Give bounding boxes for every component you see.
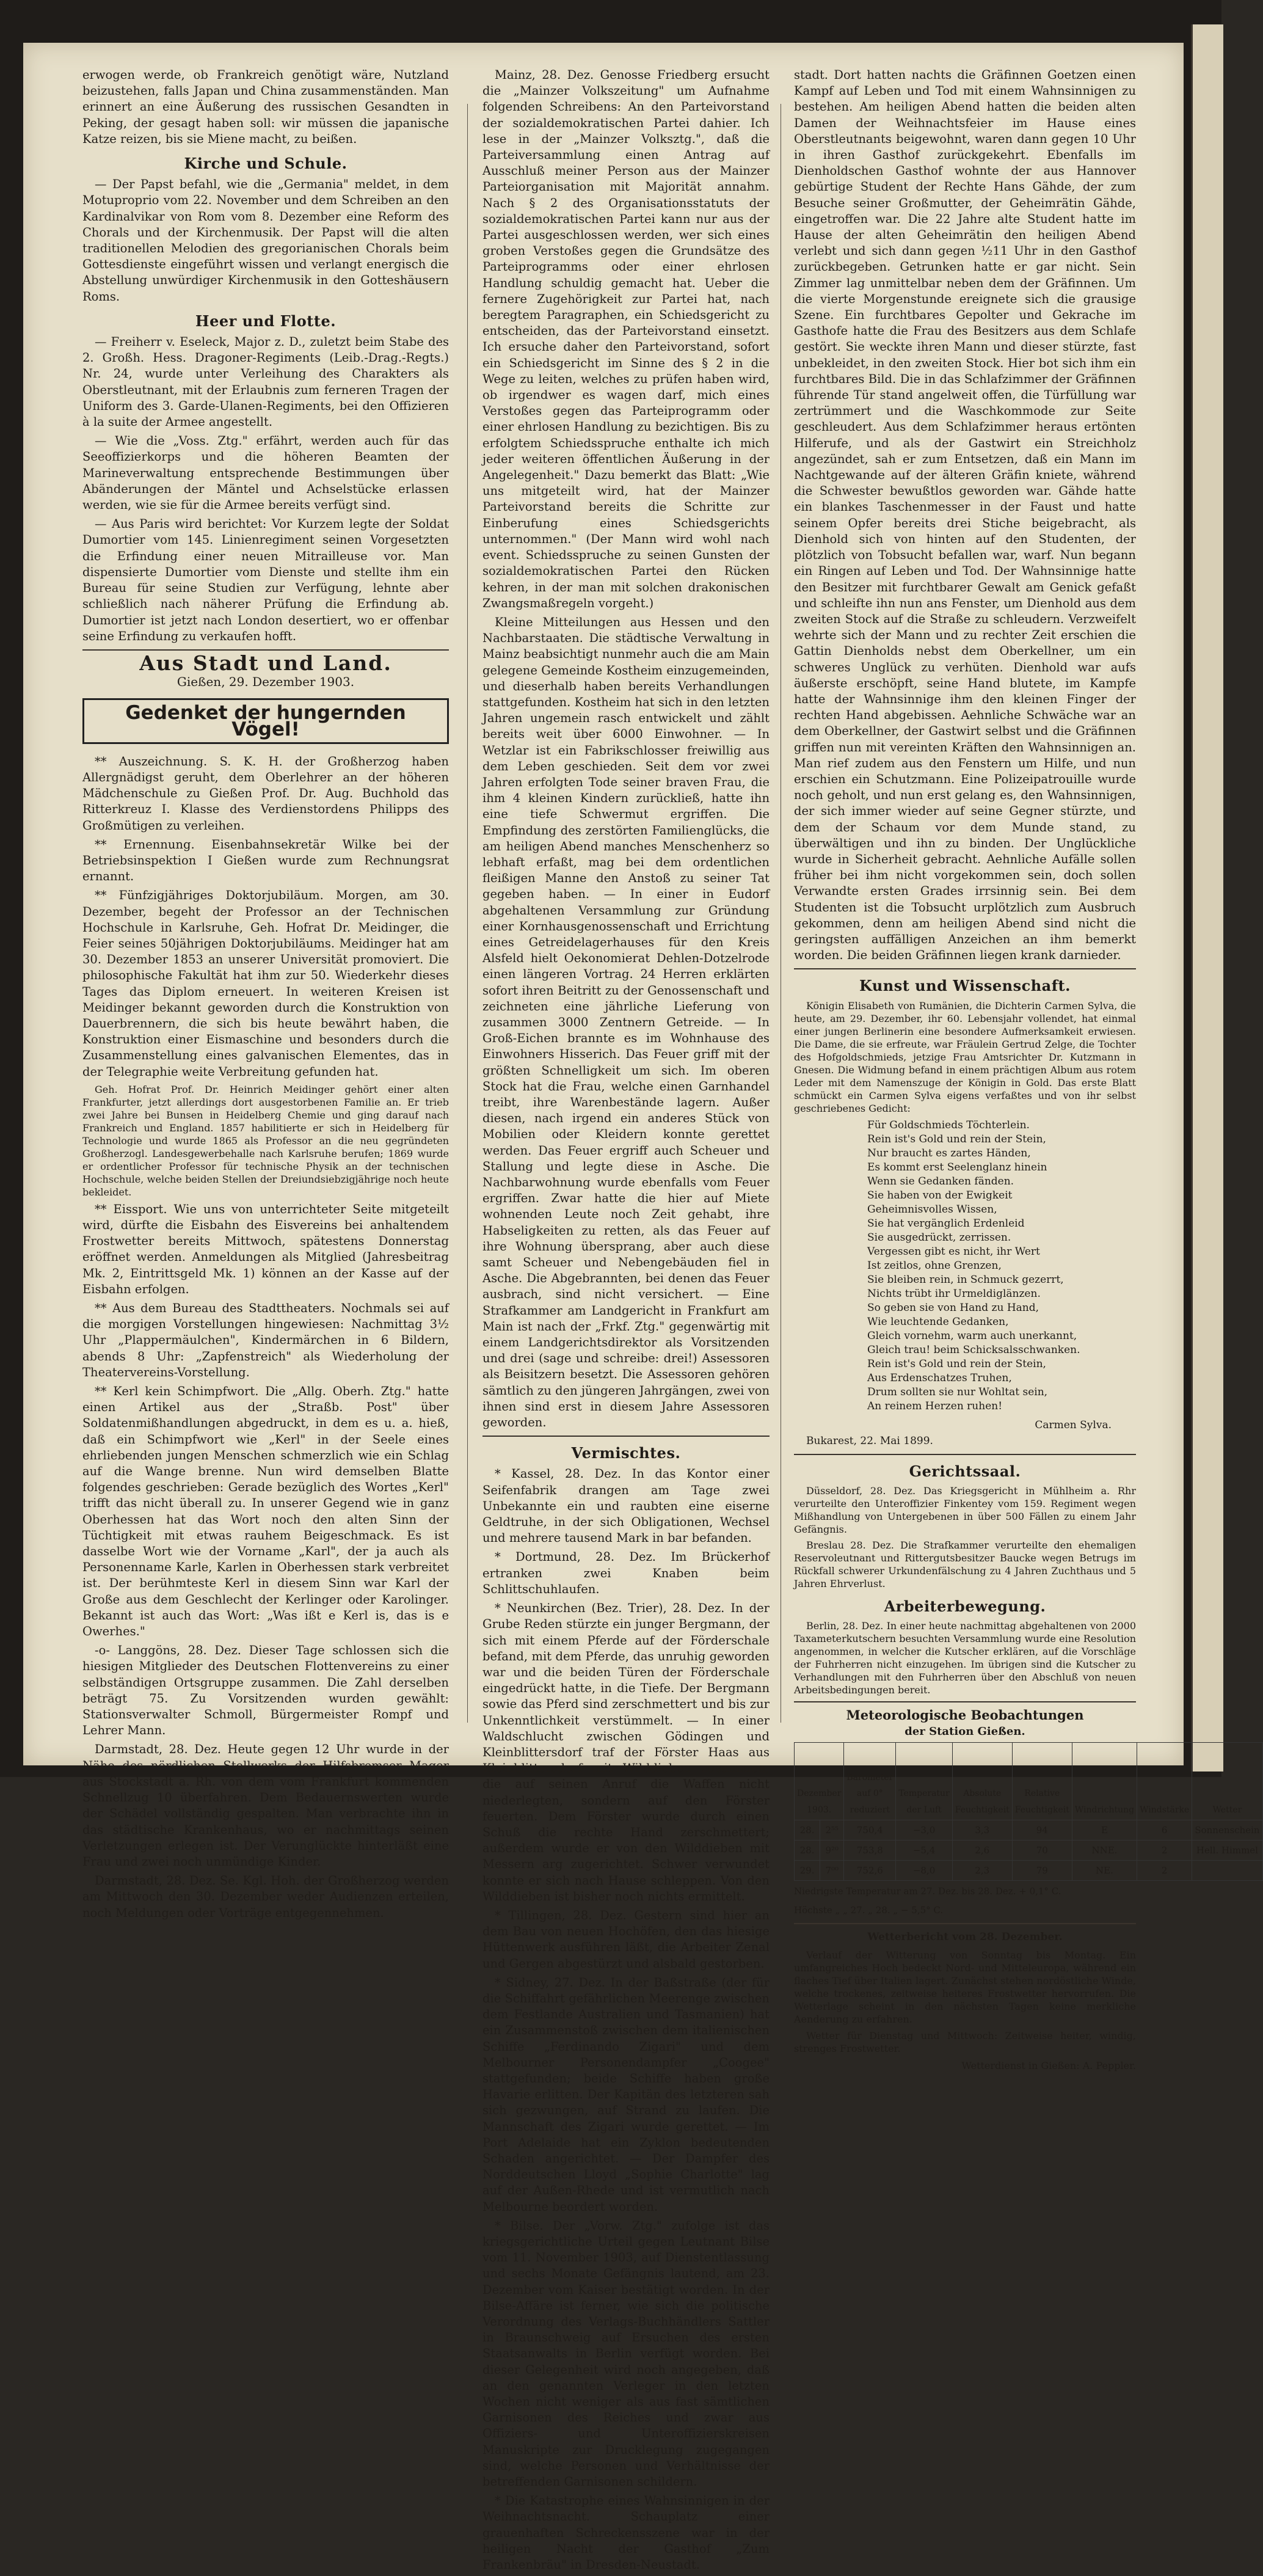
boxed-notice: Gedenket der hungernden Vögel! [82,698,449,743]
cell: 9²⁰ [820,1841,844,1861]
cell: 94 [1012,1820,1072,1840]
article-text: — Wie die „Voss. Ztg." erfährt, werden auch für das Seeoffizierkorps und die höheren Beamten der Marineverwaltung entsprechende Bestimmungen über Abänderungen der Mäntel und Achselstücke erlassen werden, wie sie für die Armee bereits verfügt sind. [82,434,449,513]
poem-line: Sie hat vergänglich Erdenleid [867,1217,1025,1230]
cell: 28. [795,1841,820,1861]
meteo-header: Dezember 1903. [795,1742,844,1820]
article-text: — Aus Paris wird berichtet: Vor Kurzem legte der Soldat Dumortier vom 145. Linienregiment seinen Vorgesetzten die Erfindung einer neuen Mitrailleuse vor. Man dispensierte Dumortier vom Dienste und stellte ihm ein Bureau für seine Studien zur Verfügung, lehnte aber schließlich nach näherer Prüfung die Erfindung ab. Dumortier ist jetzt nach London desertiert, wo er offenbar seine Erfindung zu verkaufen hofft. [82,517,449,643]
news-item: ** Eissport. Wie uns von unterrichteter Seite mitgeteilt wird, dürfte die Eisbahn des Eisvereins bei anhaltendem Frostwetter bereits Mittwoch, spätestens Donnerstag eröffnet werden. Anmeldungen als Mitglied (Jahresbeitrag Mk. 2, Eintrittsgeld Mk. 1) können an der Kasse auf der Eisbahn erfolgen. [82,1202,449,1296]
news-item: ** Aus dem Bureau des Stadttheaters. Nochmals sei auf die morgigen Vorstellungen hingewiesen: Nachmittag 3½ Uhr „Plappermäulchen", Kindermärchen in 6 Bildern, abends 8 Uhr: „Zapfenstreich" als Wiederholung der Theatervereins-Vorstellung. [82,1301,449,1379]
cell: 6 [1137,1820,1192,1840]
article-text: Königin Elisabeth von Rumänien, die Dichterin Carmen Sylva, die heute, am 29. Dezember, ihr 60. Lebensjahr vollendet, hat einmal einer jungen Berlinerin eine besondere Aufmerksamkeit erwiesen. Die Dame, die sie erfreute, war Fräulein Gertrud Zelge, die Tochter des Hofgoldschmieds, jetzige Frau Amtsrichter Dr. Kutzmann in Gnesen. Die Widmung befand in einem prächtigen Album aus rotem Leder mit dem Namenszuge der Königin in Gold. Das erste Blatt schmückt ein Carmen Sylva eigens verfaßtes und von ihr selbst geschriebenes Gedicht: [794,999,1136,1114]
poem-line: Sie bleiben rein, in Schmuck gezerrt, [867,1273,1064,1286]
cell: E [1072,1820,1137,1840]
cell: 750,4 [844,1820,896,1840]
news-item: ** Fünfzigjähriges Doktorjubiläum. Morgen, am 30. Dezember, begeht der Professor an der Technischen Hochschule in Karlsruhe, Geh. Hofrat Dr. Meidinger, die Feier seines 50jährigen Doktorjubiläums. Meidinger hat am 30. Dezember 1853 an unserer Universität promoviert. Die philosophische Fakultät hat ihm zur 50. Wiederkehr dieses Tages das Diplom erneuert. In weiteren Kreisen ist Meidinger bekannt geworden durch die Konstruktion von Dauerbrennern, die sich bis heute bewährt haben, die Konstruktion einer Eismaschine und besonders durch die Zusammenstellung eines galvanischen Elementes, das in der Telegraphie weite Verbreitung gefunden hat. [82,888,449,1079]
meteo-header: Relative Feuchtigkeit [1012,1742,1072,1820]
cell: 3,3 [952,1820,1012,1840]
news-item: Darmstadt, 28. Dez. Se. Kgl. Hoh. der Großherzog werden am Mittwoch den 30. Dezember weder Audienzen erteilen, noch Meldungen oder Vorträge entgegennehmen. [82,1874,449,1920]
weather-signoff: Wetterdienst in Gießen: A. Peppler. [961,2060,1136,2072]
news-item: Düsseldorf, 28. Dez. Das Kriegsgericht in Mühlheim a. Rhr verurteilte den Unteroffizier Finkentey vom 159. Regiment wegen Mißhandlung von Untergebenen in über 500 Fällen zu einem Jahr Gefängnis. [794,1485,1136,1536]
poem-line: Vergessen gibt es nicht, ihr Wert [867,1245,1040,1258]
news-item: * Bilse. Der „Vorw. Ztg." zufolge ist das kriegsgerichtliche Urteil gegen Leutnant Bilse vom 11. November 1903, auf Dienstentlassung und sechs Monate Gefängnis lautend, am 23. Dezember vom Kaiser bestätigt worden. In der Bilse-Affäre ist ferner, wie sich die politische Verordnung des Verlags-Buchhändlers Sattler in Braunschweig auf Ersuchen des ersten Staatsanwalts in Berlin verfügt worden. Bei dieser Gelegenheit wird noch angegeben, daß an den genannten Verleger in den letzten Wochen nicht weniger als aus fast sämtlichen Garnisonen des Reiches und zwar aus Offiziers- und Unteroffizierskreisen Manuskripte zur Drucklegung zugegangen sind, welche Personen und Verhältnisse der betreffenden Garnisonen schildern. [482,2218,770,2489]
news-item: ** Ernennung. Eisenbahnsekretär Wilke bei der Betriebsinspektion I Gießen wurde zum Rechnungsrat ernannt. [82,837,449,884]
divider [794,1923,1136,1924]
divider [794,1701,1136,1702]
poem-title: Für Goldschmieds Töchterlein. [867,1118,1030,1131]
cell: 29. [795,1861,820,1881]
news-item: * Sidney, 27. Dez. In der Baßstraße (der für die Schiffahrt gefährlichen Meerenge zwischen dem Festlande Australien und Tasmanien) hat ein Zusammenstoß zwischen dem italienischen Schiffe „Ferdinando Zigari" und dem Melbourner Personendampfer „Coogee" stattgefunden; beide Schiffe haben große Havarie erlitten. Der Kapitän des letzteren sah sich gezwungen, auf Strand zu laufen. Die Mannschaft des Zigari wurde gerettet. — Im Port Adelaide hat ein Zyklon bedeutenden Schaden angerichtet. — Der Dampfer des Norddeutschen Lloyd „Sophie Charlotte" lag auf der Außen-Rhede und ist vermutlich nach Melbourne beordert worden. [482,1975,770,2214]
divider [794,1454,1136,1455]
next-page-edge [1191,24,1223,1771]
cell: 753,8 [844,1841,896,1861]
news-item: -o- Langgöns, 28. Dez. Dieser Tage schlossen sich die hiesigen Mitglieder des Deutschen Flottenvereins zu einer selbständigen Ortsgruppe zusammen. Die Zahl derselben beträgt 75. Zu Vorsitzenden wurden gewählt: Stationsverwalter Schmoll, Bürgermeister Rompf und Lehrer Mann. [82,1643,449,1738]
cell: 70 [1012,1841,1072,1861]
poem-line: Gleich trau! beim Schicksalsschwanken. [867,1343,1080,1356]
cell: 2,6 [952,1841,1012,1861]
news-item: ** Auszeichnung. S. K. H. der Großherzog haben Allergnädigst geruht, dem Oberlehrer an der höheren Mädchenschule zu Gießen Prof. Dr. Aug. Buchhold das Ritterkreuz I. Klasse des Verdienstordens Philipps des Großmütigen zu verleihen. [82,754,449,833]
meteo-table [794,1742,1263,1881]
news-note: Geh. Hofrat Prof. Dr. Heinrich Meidinger gehört einer alten Frankfurter, jetzt allerdings dort ausgestorbenen Familie an. Er trieb zwei Jahre bei Bunsen in Heidelberg Chemie und ging darauf nach Frankreich und England. 1857 habilitierte er sich in Heidelberg für Technologie und wurde 1865 als Professor an die neu gegründeten Großherzogl. Landesgewerbehalle nach Karlsruhe berufen; 1869 wurde er ordentlicher Professor für technische Physik an der technischen Hochschule, welche beiden Stellen der Dreiundsiebzigjährige noch heute bekleidet. [82,1083,449,1198]
article-continuation: stadt. Dort hatten nachts die Gräfinnen Goetzen einen Kampf auf Leben und Tod mit einem Wahnsinnigen zu bestehen. Am heiligen Abend hatten die beiden alten Damen der Weihnachtsfeier im Hause eines Oberstleutnants beigewohnt, waren dann gegen 10 Uhr in ihren Gasthof zurückgekehrt. Ebenfalls im Dienholdschen Gasthof wohnte der aus Hannover gebürtige Student der Rechte Hans Gähde, der zum Besuche seiner Großmutter, der Geheimrätin Gähde, eingetroffen war. Die 22 Jahre alte Student hatte im Hause der alten Geheimrätin den heiligen Abend verlebt und sich dann gegen ½11 Uhr in den Gasthof zurückbegeben. Getrunken hatte er gar nicht. Sein Zimmer lag unmittelbar neben dem der Gräfinnen. Um die vierte Morgenstunde ereignete sich die grausige Szene. Ein furchtbares Gepolter und Gekrache im Gasthofe hatte die Frau des Besitzers aus dem Schlafe gestört. Sie weckte ihren Mann und dieser stürzte, fast unbekleidet, in den zweiten Stock. Hier bot sich ihm ein furchtbares Bild. Die in das Schlafzimmer der Gräfinnen führende Tür stand angelweit offen, die Türfüllung war zertrümmert und die Waschkommode zur Seite geschleudert. Aus dem Schlafzimmer heraus ertönten Hilferufe, und als der Gastwirt ein Streichholz angezündet, sah er zum Entsetzen, daß ein Mann im Nachtgewande auf der älteren Gräfin kniete, während die Schwester bewußtlos geworden war. Gähde hatte ein blankes Taschenmesser in der Faust und hatte seinem Opfer bereits drei Stiche beigebracht, als Dienhold sich von hinten auf den Studenten, der plötzlich von Tobsucht befallen war, warf. Nun begann ein Ringen auf Leben und Tod. Der Wahnsinnige hatte den Besitzer mit furchtbarer Gewalt am Genick gefaßt und schleifte ihn nun ans Fenster, um Dienhold aus dem zweiten Stock auf die Straße zu schleudern. Verzweifelt wehrte sich der Mann und zu rechter Zeit erschien die Gattin Dienholds nebst dem Oberkellner, um ein schweres Unglück zu verhüten. Dienhold war aufs äußerste erschöpft, seine Hand blutete, im Kampfe hatte der Wahnsinnige ihm den kleinen Finger der rechten Hand abgebissen. Aehnliche Schwäche war an dem Oberkellner, der Gastwirt selbst und die Gräfinnen griffen nun mit vereinten Kräften den Wahnsinnigen an. Man rief zudem aus den Fenstern um Hilfe, und nun erschien ein Schutzmann. Eine Polizeipatrouille wurde noch geholt, und nun erst gelang es, den Wahnsinnigen, der sich immer wieder auf seine Gegner stürzte, und dem der Schaum vor dem Munde stand, zu überwältigen und ihn zu binden. Der Unglückliche wurde in Sicherheit gebracht. Aehnliche Aufälle sollen früher bei ihm nicht vorgekommen sein, doch sollen Verwandte ersten Grades irrsinnig sein. Bei dem Studenten ist die Tobsucht urplötzlich zum Ausbruch gekommen, denn am heiligen Abend sind nicht die geringsten auffälligen Anzeichen an ihm bemerkt worden. Die beiden Gräfinnen liegen krank darnieder. [794,68,1136,963]
cell: 2,3 [952,1861,1012,1881]
poem-line: Es kommt erst Seelenglanz hinein [867,1161,1047,1173]
section-heading-kirche: Kirche und Schule. [184,155,348,173]
news-item: Kleine Mitteilungen aus Hessen und den Nachbarstaaten. Die städtische Verwaltung in Mainz beabsichtigt nunmehr auch die am Main gelegene Gemeinde Kostheim einzugemeinden, und dieserhalb haben bereits Verhandlungen stattgefunden. Kostheim hat sich in den letzten Jahren ungemein rasch entwickelt und zählt bereits weit über 6000 Einwohner. — In Wetzlar ist ein Fabrikschlosser freiwillig aus dem Leben geschieden. Seit dem vor zwei Jahren erfolgten Tode seiner braven Frau, die ihm 4 kleinen Kindern zurückließ, hatte ihn eine tiefe Schwermut ergriffen. Die Empfindung des zerstörten Familienglücks, die am heiligen Abend manches Menschenherz so lebhaft erfaßt, mag bei dem ordentlichen fleißigen Manne den Anstoß zu seiner Tat gegeben haben. — In einer in Eudorf abgehaltenen Versammlung zur Gründung einer Kornhausgenossenschaft und Errichtung eines Getreidelagerhauses für den Kreis Alsfeld hielt Oekonomierat Dehlen-Dotzelrode einen längeren Vortrag. 24 Herren erklärten sofort ihren Beitritt zu der Genossenschaft und zeichneten eine jährliche Lieferung von zusammen 3000 Zentnern Getreide. — In Groß-Eichen brannte es im Wohnhause des Einwohners Hisserich. Das Feuer griff mit der größten Schnelligkeit um sich. Im oberen Stock hat die Frau, welche einen Garnhandel treibt, ihre Warenbestände lagern. Außer diesen, nach irgend ein anderes Stück von Mobilien oder Kleidern konnte gerettet werden. Das Feuer ergriff auch Scheuer und Stallung und legte diese in Asche. Die Nachbarwohnung wurde ebenfalls vom Feuer ergriffen. Zwar hatte die hier auf Miete wohnenden Leute noch Zeit gehabt, ihre Habseligkeiten zu retten, als das Feuer auf ihre Wohnung übersprang, aber auch diese samt Scheuer und Nebengebäuden fiel in Asche. Die Abgebrannten, bei denen das Feuer ausbrach, sind nicht versichert. — Eine Strafkammer am Landgericht in Frankfurt am Main ist nach der „Frkf. Ztg." gegenwärtig mit einem Landgerichtsdirektor als Vorsitzenden und drei (sage und schreibe: drei!) Assessoren als Beisitzern besetzt. Die Assessoren gehören sämtlich zu den jüngeren Jahrgängen, zwei von ihnen sind erst in diesem Jahre Assessoren geworden. [482,615,770,1430]
column-middle [482,67,770,2576]
cell: 28. [795,1820,820,1840]
column-rule [467,104,468,1723]
cell: NNE. [1072,1841,1137,1861]
meteo-header: Absolute Feuchtigkeit [952,1742,1012,1820]
poem-place-date: Bukarest, 22. Mai 1899. [806,1434,933,1447]
section-heading-arbeit: Arbeiterbewegung. [884,1597,1046,1616]
divider [482,1436,770,1437]
cell [1192,1861,1262,1881]
meteo-header: Barometer auf 0° reduziert [844,1742,896,1820]
divider [82,649,449,651]
section-heading-stadt: Aus Stadt und Land. [139,651,392,675]
news-item: Breslau 28. Dez. Die Strafkammer verurteilte den ehemaligen Reservoleutnant und Rittergutsbesitzer Baucke wegen Betrugs im Rückfall schwerer Urkundenfälschung zu 4 Jahren Zuchthaus und 5 Jahren Ehrverlust. [794,1539,1136,1590]
poem-line: So geben sie von Hand zu Hand, [867,1301,1039,1314]
news-item: Mainz, 28. Dez. Genosse Friedberg ersucht die „Mainzer Volkszeitung" um Aufnahme folgenden Schreibens: An den Parteivorstand der sozialdemokratischen Partei dahier. Ich lese in der „Mainzer Volksztg.", daß die Parteiversammlung einen Antrag auf Ausschluß meiner Person aus der Mainzer Parteiorganisation mit Majorität annahm. Nach § 2 des Organisationsstatuts der sozialdemokratischen Partei kann nur aus der Partei ausgeschlossen werden, wer sich eines groben Verstoßes gegen die Grundsätze des Parteiprogramms oder einer ehrlosen Handlung schuldig gemacht hat. Ueber die fernere Zugehörigkeit zur Partei hat, nach beregtem Paragraphen, ein Schiedsgericht zu entscheiden, das der Parteivorstand einsetzt. Ich ersuche daher den Parteivorstand, sofort ein Schiedsgericht im Sinne des § 2 in die Wege zu leiten, welches zu prüfen haben wird, ob irgendwer es wagen darf, mich eines Verstoßes gegen das Parteiprogramm oder einer ehrlosen Handlung zu bezichtigen. Bis zu erfolgtem Schiedsspruche enthalte ich mich jeder weiteren öffentlichen Äußerung in der Angelegenheit." Dazu bemerkt das Blatt: „Wie uns mitgeteilt wird, hat der Mainzer Parteivorstand bereits die Schritte zur Einberufung eines Schiedsgerichts unternommen." (Der Mann wird wohl nach event. Schiedsspruche zu seinen Gunsten der sozialdemokratischen Partei den Rücken kehren, in der man mit solchen drakonischen Zwangsmaßregeln vorgeht.) [482,68,770,610]
poem-line: Nichts trübt ihr Urmeldiglänzen. [867,1287,1041,1300]
section-heading-heer: Heer und Flotte. [195,312,337,330]
cell: 2 [1137,1861,1192,1881]
poem-line: Rein ist's Gold und rein der Stein, [867,1133,1046,1145]
meteo-subtitle: der Station Gießen. [904,1724,1025,1738]
poem-line: Wenn sie Gedanken fänden. [867,1175,1014,1188]
meteo-note: Niedrigste Temperatur am 27. Dez. bis 28. Dez. + 0,1° C. [794,1886,1061,1897]
cell: −3,0 [896,1820,952,1840]
article-text: — Freiherr v. Eseleck, Major z. D., zuletzt beim Stabe des 2. Großh. Hess. Dragoner-Regiments (Leib.-Drag.-Regts.) Nr. 24, wurde unter Verleihung des Charakters als Oberstleutnant, mit der Erlaubnis zum ferneren Tragen der Uniform des 3. Garde-Ulanen-Regiments, bei den Offizieren à la suite der Armee angestellt. [82,335,449,429]
section-heading-kunst: Kunst und Wissenschaft. [859,977,1071,995]
cell: Hell. Himmel [1192,1841,1262,1861]
poem-line: Sie haben von der Ewigkeit [867,1189,1013,1202]
meteo-note: Höchste „ „ 27. „ 28. „ − 5,5° C. [794,1904,944,1916]
weather-forecast: Wetter für Dienstag und Mittwoch: Zeitweise heiter, windig, strenges Frostwetter. [794,2030,1136,2055]
article-continuation: erwogen werde, ob Frankreich genötigt wäre, Nutzland beizustehen, falls Japan und China zusammenständen. Man erinnert an eine Äußerung des russischen Gesandten in Peking, der gesagt haben soll: wir müssen die japanische Katze reizen, bis sie Miene macht, zu beißen. [82,68,449,146]
poem-line: Wie leuchtende Gedanken, [867,1315,1009,1328]
article-text: — Der Papst befahl, wie die „Germania" meldet, in dem Motuproprio vom 22. November und dem Schreiben an den Kardinalvikar von Rom vom 8. Dezember eine Reform des Chorals und der Kirchenmusik. Der Papst will die alten traditionellen Melodien des gregorianischen Chorals beim Gottesdienste eingeführt wissen und verlangt energisch die Abstellung unwürdiger Kirchenmusik in den Gotteshäusern Roms. [82,177,449,304]
news-item: * Tillingen, 28. Dez. Gestern sind hier an dem Bau von neuen Hochöfen, den das hiesige Hüttenwerk ausführen läßt, die Arbeiter Zenal und Gergen abgestürzt und alsbald gestorben. [482,1908,770,1971]
cell: NE. [1072,1861,1137,1881]
poem-line: Geheimnisvolles Wissen, [867,1203,997,1216]
cell: Sonnenschein [1192,1820,1262,1840]
cell: 79 [1012,1861,1072,1881]
news-item: * Kassel, 28. Dez. In das Kontor einer Seifenfabrik drangen am Tage zwei Unbekannte ein und raubten eine eiserne Geldtruhe, in der sich Obligationen, Wechsel und mehrere tausend Mark in bar befanden. [482,1467,770,1545]
poem-line: Drum sollten sie nur Wohltat sein, [867,1385,1048,1398]
cell: 2 [1137,1841,1192,1861]
cell: −5,4 [896,1841,952,1861]
poem-line: Gleich vornehm, warm auch unerkannt, [867,1329,1077,1342]
table-row [795,1861,1263,1881]
news-item: * Neunkirchen (Bez. Trier), 28. Dez. In der Grube Reden stürzte ein junger Bergmann, der sich mit einem Pferde auf der Förderschale befand, mit dem Pferde, das unruhig geworden war und die beiden Türen der Förderschale eingedrückt hatte, in die Tiefe. Der Bergmann sowie das Pferd sind zerschmettert und bis zur Unkenntlichkeit verstümmelt. — In einer Waldschlucht zwischen Gödingen und Kleinblittersdorf traf der Förster Haas aus Kleinblittersdorf mit Wilddieben zusammen, die auf seinen Anruf die Waffen nicht niederlegten, sondern auf den Förster feuerten. Dem Förster wurde durch einen Schuß die rechte Hand zerschmettert; außerdem wurde er von den Wilddieben mit Messern arg zugerichtet. Schwer verwundet konnte er sich nach Hause schleppen. Von den Wilddieben ist bisher noch nichts ermittelt. [482,1601,770,1903]
table-row [795,1841,1263,1861]
cell: 7⁰⁰ [820,1861,844,1881]
weather-heading: Wetterbericht vom 28. Dezember. [867,1930,1063,1943]
news-item: ** Kerl kein Schimpfwort. Die „Allg. Oberh. Ztg." hatte einen Artikel aus der „Straßb. Post" über Soldatenmißhandlungen abgedruckt, in dem es u. a. hieß, daß ein Schimpfwort wie „Kerl" in der Seele eines ehrliebenden jungen Menschen schmerzlich wie ein Schlag auf die Wange brenne. Nun wird demselben Blatte folgendes geschrieben: Gerade bezüglich des Wortes „Kerl" trifft das nicht überall zu. In unserer Gegend wie in ganz Oberhessen hat das Wort noch den alten Sinn der Tüchtigkeit mit etwas rauhem Beigeschmack. Es ist dasselbe Wort wie der Vorname „Karl", der ja auch als Personenname Karle, Karlen in Oberhessen stark verbreitet ist. Der berühmteste Kerl in diesem Sinn war Karl der Große aus dem Geschlecht der Kerlinger oder Karolinger. Bekannt ist auch das Wort: „Was ißt e Kerl is, das is e Owerhes." [82,1384,449,1639]
poem [794,1118,1136,1414]
news-item: Darmstadt, 28. Dez. Heute gegen 12 Uhr wurde in der Nähe des nördlichen Stellwerks der Hilfsbremser Mager aus Stockstadt a. Rh. von dem vom Frankfurt kommenden Schnellzug 10 überfahren. Dem Bedauernswerten wurde der Schädel vollständig gespalten. Man verbrachte ihn in das städtische Krankenhaus, wo er nachmittags seinen Verletzungen erlegen ist. Der Verunglückte hinterläßt eine Frau und zwei noch unmündige Kinder. [82,1742,449,1869]
column-left [82,67,449,1924]
news-item: * Die Katastrophe eines Wahnsinnigen in der Weihnachtsnacht. Schauplatz einer grauenhaften Schreckensszene war in der heiligen Nacht der Gasthof „Zum Frankenbräu" in Dresden-Neustadt. [482,2494,770,2572]
divider [794,968,1136,969]
section-heading-vermischtes: Vermischtes. [571,1444,681,1462]
dateline: Gießen, 29. Dezember 1903. [177,674,355,690]
cell: −8,0 [896,1861,952,1881]
meteo-header: Temperatur der Luft [896,1742,952,1820]
column-right [794,67,1260,2074]
poem-line: Aus Erdenschatzes Truhen, [867,1371,1012,1384]
meteo-header: Windrichtung [1072,1742,1137,1820]
meteo-header: Windstärke [1137,1742,1192,1820]
poem-signature: Carmen Sylva. [1035,1418,1112,1431]
poem-line: Sie ausgedrückt, zerrissen. [867,1231,1011,1244]
section-heading-gericht: Gerichtssaal. [909,1462,1021,1480]
poem-line: Nur braucht es zartes Händen, [867,1147,1031,1159]
cell: 2⁵⁵ [820,1820,844,1840]
news-item: Berlin, 28. Dez. In einer heute nachmittag abgehaltenen von 2000 Taxameterkutschern besuchten Versammlung wurde eine Resolution angenommen, in welcher die Kutscher erklären, auf die Vorschläge der Fuhrherren nicht einzugehen. Im übrigen sind die Kutscher zu Verhandlungen mit den Fuhrherren über den Abschluß von neuen Arbeitsbedingungen bereit. [794,1620,1136,1696]
cell: 752,6 [844,1861,896,1881]
poem-line: Rein ist's Gold und rein der Stein, [867,1357,1046,1370]
poem-line: An reinem Herzen ruhen! [867,1399,1003,1412]
weather-text: Verlauf der Witterung von Sonntag bis Montag. Ein umfangreiches Hoch bedeckt Nord- und Mitteleuropa, während ein flaches Tief über Italien lagert. Zunächst stehen nordöstliche Winde, welche trockenes, zeitweise heiteres Frostwetter hervorrufen. Die Wetterlage scheint in den nächsten Tagen keine merkliche Aenderung zu erfahren. [794,1949,1136,2026]
table-row [795,1820,1263,1840]
poem-line: Ist zeitlos, ohne Grenzen, [867,1259,1002,1272]
meteo-title: Meteorologische Beobachtungen [846,1707,1084,1723]
meteo-header: Wetter [1192,1742,1262,1820]
news-item: * Dortmund, 28. Dez. Im Brückerhof ertranken zwei Knaben beim Schlittschuhlaufen. [482,1550,770,1596]
